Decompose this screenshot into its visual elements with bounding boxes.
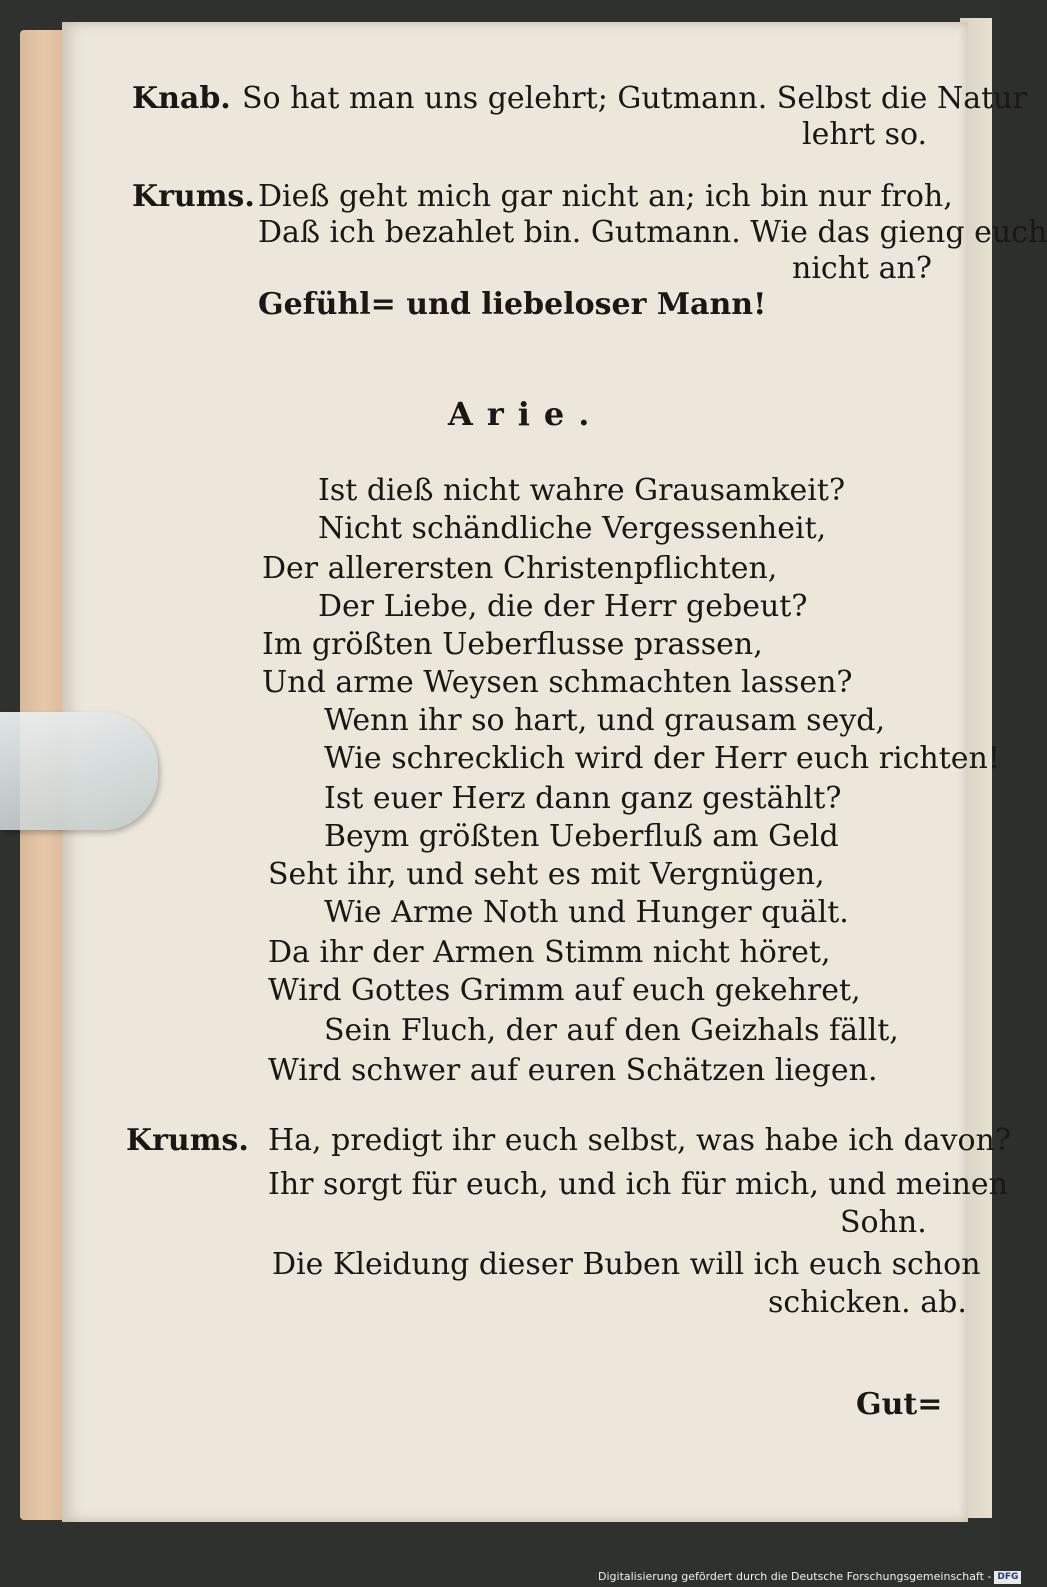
aria-verse: Wenn ihr so hart, und grausam seyd,: [324, 703, 886, 738]
dialogue-line: Die Kleidung dieser Buben will ich euch schon: [272, 1247, 981, 1282]
page-clip: [0, 712, 158, 830]
dialogue-line: Ha, predigt ihr euch selbst, was habe ich davon?: [268, 1123, 1011, 1158]
aria-verse: Im größten Ueberflusse prassen,: [262, 627, 763, 662]
aria-verse: Und arme Weysen schmachten lassen?: [262, 665, 853, 700]
aria-verse: Wird schwer auf euren Schätzen liegen.: [268, 1053, 878, 1088]
footer-credit: [598, 1567, 1019, 1587]
dialogue-line: Sohn.: [840, 1205, 927, 1240]
footer-credit-text: Digitalisierung gefördert durch die Deutsche Forschungsgemeinschaft -: [598, 1570, 992, 1583]
dialogue-line: Dieß geht mich gar nicht an; ich bin nur froh,: [258, 179, 953, 214]
aria-verse: Ist euer Herz dann ganz gestählt?: [324, 781, 842, 816]
aria-verse: Wie schrecklich wird der Herr euch richten!: [324, 741, 1000, 776]
dialogue-line: So hat man uns gelehrt; Gutmann. Selbst die Natur: [242, 81, 1027, 116]
aria-verse: Wie Arme Noth und Hunger quält.: [324, 895, 849, 930]
aria-verse: Sein Fluch, der auf den Geizhals fällt,: [324, 1013, 899, 1048]
speaker-label: Knab.: [132, 81, 231, 116]
aria-verse: Seht ihr, und seht es mit Vergnügen,: [268, 857, 825, 892]
aria-verse: Wird Gottes Grimm auf euch gekehret,: [268, 973, 861, 1008]
dialogue-line: schicken. ab.: [768, 1285, 967, 1320]
speaker-label: Krums.: [126, 1123, 249, 1158]
dialogue-line: Daß ich bezahlet bin. Gutmann. Wie das gieng euch: [258, 215, 1047, 250]
aria-verse: Beym größten Ueberfluß am Geld: [324, 819, 839, 854]
dialogue-line: Gefühl= und liebeloser Mann!: [258, 287, 767, 322]
catchword: Gut=: [856, 1387, 943, 1422]
aria-verse: Da ihr der Armen Stimm nicht höret,: [268, 935, 831, 970]
dialogue-line: nicht an?: [792, 251, 932, 286]
dialogue-line: Ihr sorgt für euch, und ich für mich, und meinen: [268, 1167, 1008, 1202]
aria-heading: Arie.: [448, 395, 604, 433]
speaker-label: Krums.: [132, 179, 255, 214]
dfg-logo: DFG: [994, 1571, 1021, 1584]
aria-verse: Ist dieß nicht wahre Grausamkeit?: [318, 473, 846, 508]
aria-verse: Nicht schändliche Vergessenheit,: [318, 511, 827, 546]
aria-verse: Der Liebe, die der Herr gebeut?: [318, 589, 808, 624]
aria-verse: Der allerersten Christenpflichten,: [262, 551, 778, 586]
book-page: [62, 22, 1047, 1522]
dialogue-line: lehrt so.: [802, 117, 928, 152]
